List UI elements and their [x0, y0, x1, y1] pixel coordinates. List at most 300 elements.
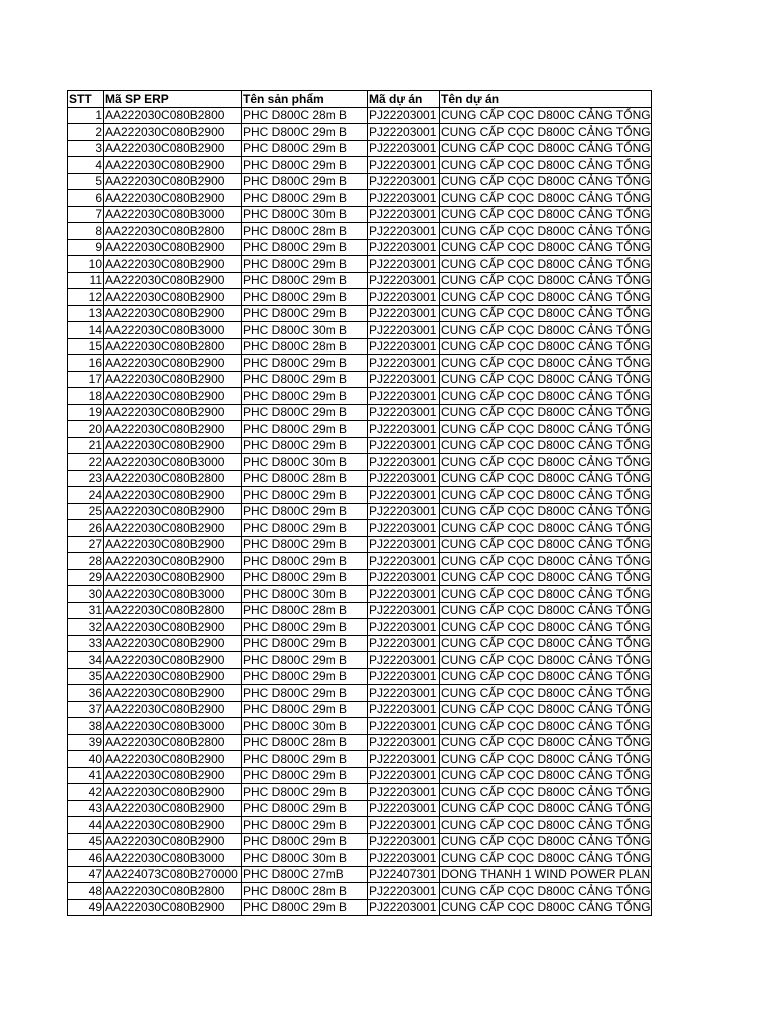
cell-ten-san-pham[interactable]: PHC D800C 29m B: [242, 289, 368, 306]
table-row: [68, 173, 652, 190]
cell-ma-du-an[interactable]: PJ22203001: [368, 206, 440, 223]
table-row: [68, 652, 652, 669]
cell-ten-san-pham[interactable]: PHC D800C 29m B: [242, 256, 368, 273]
cell-ten-san-pham[interactable]: PHC D800C 29m B: [242, 190, 368, 207]
cell-ten-du-an[interactable]: CUNG CẤP CỌC D800C CẢNG TỔNG: [441, 900, 651, 914]
cell-ma-du-an[interactable]: PJ22203001: [368, 652, 440, 669]
cell-ma-sp-erp[interactable]: AA222030C080B2900: [104, 784, 242, 801]
cell-ten-du-an[interactable]: CUNG CẤP CỌC D800C CẢNG TỔNG: [441, 652, 651, 667]
cell-ma-sp-erp[interactable]: AA222030C080B2900: [104, 289, 242, 306]
cell-ten-san-pham[interactable]: PHC D800C 29m B: [242, 487, 368, 504]
cell-ten-du-an[interactable]: CUNG CẤP CỌC D800C CẢNG TỔNG: [441, 405, 651, 419]
cell-ten-du-an[interactable]: CUNG CẤP CỌC D800C CẢNG TỔNG: [441, 471, 651, 485]
cell-ma-sp-erp[interactable]: AA222030C080B2800: [104, 734, 242, 751]
cell-ma-sp-erp[interactable]: AA222030C080B2800: [104, 883, 242, 900]
cell-ma-sp-erp[interactable]: AA222030C080B2900: [104, 157, 242, 174]
table-row: [68, 817, 652, 834]
cell-ma-sp-erp[interactable]: AA222030C080B2900: [104, 520, 242, 537]
cell-ma-du-an[interactable]: PJ22203001: [368, 586, 440, 603]
cell-ma-du-an[interactable]: PJ22203001: [368, 718, 440, 735]
cell-ma-du-an[interactable]: PJ22203001: [368, 503, 440, 520]
cell-ten-du-an[interactable]: CUNG CẤP CỌC D800C CẢNG TỔNG: [441, 322, 651, 337]
table-row: [68, 619, 652, 636]
cell-stt[interactable]: 30: [68, 586, 104, 603]
cell-ma-sp-erp[interactable]: AA222030C080B2900: [104, 140, 242, 157]
cell-stt[interactable]: 38: [68, 718, 104, 735]
table-row: [68, 371, 652, 388]
cell-ma-sp-erp[interactable]: AA222030C080B2900: [104, 899, 242, 916]
cell-ma-du-an[interactable]: PJ22203001: [368, 635, 440, 652]
cell-ma-sp-erp[interactable]: AA222030C080B2900: [104, 173, 242, 190]
cell-ten-du-an[interactable]: CUNG CẤP CỌC D800C CẢNG TỔNG: [441, 702, 651, 716]
cell-ten-du-an[interactable]: CUNG CẤP CỌC D800C CẢNG TỔNG: [441, 570, 651, 584]
cell-ma-sp-erp[interactable]: AA222030C080B3000: [104, 718, 242, 735]
cell-ten-san-pham[interactable]: PHC D800C 28m B: [242, 338, 368, 355]
cell-ten-san-pham[interactable]: PHC D800C 29m B: [242, 817, 368, 834]
cell-ma-sp-erp[interactable]: AA222030C080B2900: [104, 124, 242, 141]
cell-ma-sp-erp[interactable]: AA222030C080B2900: [104, 305, 242, 322]
cell-ten-du-an[interactable]: CUNG CẤP CỌC D800C CẢNG TỔNG: [441, 289, 651, 304]
cell-ma-du-an[interactable]: PJ22203001: [368, 421, 440, 438]
cell-stt[interactable]: 44: [68, 817, 104, 834]
cell-ten-du-an[interactable]: CUNG CẤP CỌC D800C CẢNG TỔNG: [441, 372, 651, 386]
cell-ten-san-pham[interactable]: PHC D800C 27mB: [242, 866, 368, 883]
table-row: [68, 767, 652, 784]
cell-ten-san-pham[interactable]: PHC D800C 29m B: [242, 784, 368, 801]
cell-stt[interactable]: 26: [68, 520, 104, 537]
cell-ten-du-an[interactable]: DONG THANH 1 WIND POWER PLAN: [441, 867, 651, 881]
cell-ten-du-an[interactable]: CUNG CẤP CỌC D800C CẢNG TỔNG: [441, 537, 651, 551]
cell-ten-san-pham[interactable]: PHC D800C 29m B: [242, 668, 368, 685]
cell-ma-du-an[interactable]: PJ22203001: [368, 322, 440, 339]
cell-ten-du-an[interactable]: CUNG CẤP CỌC D800C CẢNG TỔNG: [441, 784, 651, 799]
cell-ten-san-pham[interactable]: PHC D800C 29m B: [242, 652, 368, 669]
cell-ten-du-an[interactable]: CUNG CẤP CỌC D800C CẢNG TỔNG: [441, 190, 651, 205]
cell-stt[interactable]: 18: [68, 388, 104, 405]
cell-ten-du-an[interactable]: CUNG CẤP CỌC D800C CẢNG TỔNG: [441, 256, 651, 271]
cell-ma-du-an[interactable]: PJ22203001: [368, 305, 440, 322]
cell-stt[interactable]: 6: [68, 190, 104, 207]
cell-ma-du-an[interactable]: PJ22203001: [368, 817, 440, 834]
cell-ma-du-an[interactable]: PJ22203001: [368, 800, 440, 817]
cell-ten-du-an[interactable]: CUNG CẤP CỌC D800C CẢNG TỔNG: [441, 273, 651, 287]
cell-ma-sp-erp[interactable]: AA224073C080B270000: [104, 866, 242, 883]
cell-ten-san-pham[interactable]: PHC D800C 29m B: [242, 272, 368, 289]
cell-stt[interactable]: 16: [68, 355, 104, 372]
cell-ma-sp-erp[interactable]: AA222030C080B2900: [104, 668, 242, 685]
cell-ma-du-an[interactable]: PJ22203001: [368, 256, 440, 273]
cell-ma-du-an[interactable]: PJ22203001: [368, 734, 440, 751]
cell-ma-sp-erp[interactable]: AA222030C080B2900: [104, 569, 242, 586]
cell-ten-du-an[interactable]: CUNG CẤP CỌC D800C CẢNG TỔNG: [441, 174, 651, 188]
table-row: [68, 404, 652, 421]
cell-ma-sp-erp[interactable]: AA222030C080B2900: [104, 272, 242, 289]
header-ma-sp-erp[interactable]: Mã SP ERP: [104, 91, 242, 108]
table-row: [68, 437, 652, 454]
cell-ma-du-an[interactable]: PJ22203001: [368, 124, 440, 141]
cell-ten-san-pham[interactable]: PHC D800C 28m B: [242, 107, 368, 124]
cell-ten-san-pham[interactable]: PHC D800C 29m B: [242, 305, 368, 322]
cell-ten-san-pham[interactable]: PHC D800C 29m B: [242, 421, 368, 438]
table-row: [68, 322, 652, 339]
cell-ma-du-an[interactable]: PJ22203001: [368, 272, 440, 289]
cell-ma-du-an[interactable]: PJ22203001: [368, 371, 440, 388]
cell-ten-du-an[interactable]: CUNG CẤP CỌC D800C CẢNG TỔNG: [441, 520, 651, 535]
header-row: [68, 91, 652, 108]
table-row: [68, 487, 652, 504]
cell-ma-du-an[interactable]: PJ22203001: [368, 751, 440, 768]
cell-ma-du-an[interactable]: PJ22203001: [368, 833, 440, 850]
cell-ma-sp-erp[interactable]: AA222030C080B2900: [104, 635, 242, 652]
cell-ma-du-an[interactable]: PJ22203001: [368, 190, 440, 207]
cell-ten-du-an[interactable]: CUNG CẤP CỌC D800C CẢNG TỔNG: [441, 817, 651, 832]
cell-ten-san-pham[interactable]: PHC D800C 29m B: [242, 751, 368, 768]
cell-ma-sp-erp[interactable]: AA222030C080B2900: [104, 388, 242, 405]
cell-stt[interactable]: 33: [68, 635, 104, 652]
cell-ma-du-an[interactable]: PJ22203001: [368, 536, 440, 553]
cell-ten-san-pham[interactable]: PHC D800C 30m B: [242, 454, 368, 471]
cell-ten-du-an[interactable]: CUNG CẤP CỌC D800C CẢNG TỔNG: [441, 355, 651, 370]
table-row: [68, 734, 652, 751]
cell-ten-du-an[interactable]: CUNG CẤP CỌC D800C CẢNG TỔNG: [441, 636, 651, 650]
cell-stt[interactable]: 7: [68, 206, 104, 223]
cell-ten-san-pham[interactable]: PHC D800C 29m B: [242, 371, 368, 388]
cell-ma-sp-erp[interactable]: AA222030C080B2900: [104, 701, 242, 718]
cell-ma-du-an[interactable]: PJ22203001: [368, 223, 440, 240]
cell-stt[interactable]: 49: [68, 899, 104, 916]
cell-ten-san-pham[interactable]: PHC D800C 29m B: [242, 124, 368, 141]
cell-stt[interactable]: 39: [68, 734, 104, 751]
table-row: [68, 784, 652, 801]
cell-stt[interactable]: 40: [68, 751, 104, 768]
cell-ten-san-pham[interactable]: PHC D800C 28m B: [242, 734, 368, 751]
cell-ten-du-an[interactable]: CUNG CẤP CỌC D800C CẢNG TỔNG: [441, 388, 651, 403]
cell-stt[interactable]: 31: [68, 602, 104, 619]
cell-ma-du-an[interactable]: PJ22203001: [368, 338, 440, 355]
table-row: [68, 107, 652, 124]
cell-ten-du-an[interactable]: CUNG CẤP CỌC D800C CẢNG TỔNG: [441, 751, 651, 766]
cell-ten-du-an[interactable]: CUNG CẤP CỌC D800C CẢNG TỔNG: [441, 504, 651, 518]
table-row: [68, 503, 652, 520]
cell-stt[interactable]: 13: [68, 305, 104, 322]
table-row: [68, 289, 652, 306]
cell-ten-du-an[interactable]: CUNG CẤP CỌC D800C CẢNG TỔNG: [441, 603, 651, 617]
cell-ten-du-an[interactable]: CUNG CẤP CỌC D800C CẢNG TỔNG: [441, 438, 651, 452]
table-row: [68, 553, 652, 570]
cell-ten-du-an[interactable]: CUNG CẤP CỌC D800C CẢNG TỔNG: [441, 768, 651, 782]
table-body: [68, 107, 652, 916]
cell-ten-du-an[interactable]: CUNG CẤP CỌC D800C CẢNG TỔNG: [441, 454, 651, 469]
cell-stt[interactable]: 12: [68, 289, 104, 306]
table-row: [68, 751, 652, 768]
cell-stt[interactable]: 28: [68, 553, 104, 570]
cell-stt[interactable]: 37: [68, 701, 104, 718]
cell-ten-san-pham[interactable]: PHC D800C 29m B: [242, 635, 368, 652]
table-row: [68, 338, 652, 355]
cell-ten-du-an[interactable]: CUNG CẤP CỌC D800C CẢNG TỔNG: [441, 141, 651, 155]
table-row: [68, 883, 652, 900]
cell-ma-sp-erp[interactable]: AA222030C080B2900: [104, 751, 242, 768]
cell-ma-sp-erp[interactable]: AA222030C080B3000: [104, 206, 242, 223]
table-row: [68, 833, 652, 850]
cell-ma-du-an[interactable]: PJ22203001: [368, 157, 440, 174]
cell-stt[interactable]: 1: [68, 107, 104, 124]
table-row: [68, 355, 652, 372]
cell-ten-san-pham[interactable]: PHC D800C 29m B: [242, 157, 368, 174]
cell-ma-du-an[interactable]: PJ22203001: [368, 454, 440, 471]
cell-ten-du-an[interactable]: CUNG CẤP CỌC D800C CẢNG TỔNG: [441, 883, 651, 898]
header-ma-du-an[interactable]: Mã dự án: [368, 91, 440, 108]
cell-ten-du-an[interactable]: CUNG CẤP CỌC D800C CẢNG TỔNG: [441, 850, 651, 865]
cell-stt[interactable]: 24: [68, 487, 104, 504]
cell-ma-sp-erp[interactable]: AA222030C080B2800: [104, 223, 242, 240]
cell-ma-du-an[interactable]: PJ22203001: [368, 173, 440, 190]
table-row: [68, 635, 652, 652]
cell-ten-san-pham[interactable]: PHC D800C 30m B: [242, 586, 368, 603]
cell-ten-san-pham[interactable]: PHC D800C 29m B: [242, 767, 368, 784]
cell-ma-du-an[interactable]: PJ22203001: [368, 685, 440, 702]
cell-stt[interactable]: 5: [68, 173, 104, 190]
cell-ma-sp-erp[interactable]: AA222030C080B3000: [104, 322, 242, 339]
cell-ten-san-pham[interactable]: PHC D800C 30m B: [242, 718, 368, 735]
cell-ma-sp-erp[interactable]: AA222030C080B3000: [104, 586, 242, 603]
cell-stt[interactable]: 48: [68, 883, 104, 900]
cell-ma-du-an[interactable]: PJ22203001: [368, 883, 440, 900]
cell-ma-sp-erp[interactable]: AA222030C080B2900: [104, 800, 242, 817]
cell-ten-du-an[interactable]: CUNG CẤP CỌC D800C CẢNG TỔNG: [441, 834, 651, 848]
cell-ma-sp-erp[interactable]: AA222030C080B2900: [104, 239, 242, 256]
cell-ma-du-an[interactable]: PJ22203001: [368, 701, 440, 718]
cell-stt[interactable]: 47: [68, 866, 104, 883]
cell-ma-du-an[interactable]: PJ22203001: [368, 487, 440, 504]
table-row: [68, 569, 652, 586]
cell-stt[interactable]: 11: [68, 272, 104, 289]
cell-ten-san-pham[interactable]: PHC D800C 29m B: [242, 553, 368, 570]
cell-ten-du-an[interactable]: CUNG CẤP CỌC D800C CẢNG TỔNG: [441, 124, 651, 139]
cell-ma-du-an[interactable]: PJ22203001: [368, 520, 440, 537]
cell-ma-du-an[interactable]: PJ22203001: [368, 388, 440, 405]
spreadsheet-table: [67, 90, 652, 916]
cell-stt[interactable]: 42: [68, 784, 104, 801]
cell-stt[interactable]: 15: [68, 338, 104, 355]
table-row: [68, 800, 652, 817]
cell-ten-san-pham[interactable]: PHC D800C 29m B: [242, 437, 368, 454]
cell-ma-sp-erp[interactable]: AA222030C080B2900: [104, 503, 242, 520]
cell-ma-du-an[interactable]: PJ22203001: [368, 784, 440, 801]
cell-ma-sp-erp[interactable]: AA222030C080B2900: [104, 619, 242, 636]
cell-ma-du-an[interactable]: PJ22203001: [368, 239, 440, 256]
cell-ten-san-pham[interactable]: PHC D800C 29m B: [242, 355, 368, 372]
cell-ma-du-an[interactable]: PJ22203001: [368, 289, 440, 306]
cell-ten-du-an[interactable]: CUNG CẤP CỌC D800C CẢNG TỔNG: [441, 669, 651, 683]
table-row: [68, 668, 652, 685]
cell-ten-san-pham[interactable]: PHC D800C 29m B: [242, 619, 368, 636]
cell-ma-du-an[interactable]: PJ22203001: [368, 569, 440, 586]
table-row: [68, 536, 652, 553]
table-row: [68, 206, 652, 223]
cell-ma-sp-erp[interactable]: AA222030C080B2900: [104, 421, 242, 438]
cell-ma-sp-erp[interactable]: AA222030C080B2900: [104, 817, 242, 834]
cell-stt[interactable]: 45: [68, 833, 104, 850]
table-row: [68, 685, 652, 702]
table-row: [68, 272, 652, 289]
cell-ten-san-pham[interactable]: PHC D800C 28m B: [242, 223, 368, 240]
cell-ma-du-an[interactable]: PJ22203001: [368, 553, 440, 570]
cell-ma-sp-erp[interactable]: AA222030C080B2900: [104, 553, 242, 570]
cell-ma-du-an[interactable]: PJ22203001: [368, 404, 440, 421]
cell-ma-du-an[interactable]: PJ22407301: [368, 866, 440, 883]
table-row: [68, 124, 652, 141]
cell-ten-san-pham[interactable]: PHC D800C 29m B: [242, 569, 368, 586]
cell-stt[interactable]: 20: [68, 421, 104, 438]
table-row: [68, 305, 652, 322]
cell-stt[interactable]: 3: [68, 140, 104, 157]
cell-ten-du-an[interactable]: CUNG CẤP CỌC D800C CẢNG TỔNG: [441, 801, 651, 815]
cell-ma-sp-erp[interactable]: AA222030C080B2900: [104, 256, 242, 273]
table-row: [68, 586, 652, 603]
cell-ma-sp-erp[interactable]: AA222030C080B2800: [104, 602, 242, 619]
cell-ten-san-pham[interactable]: PHC D800C 29m B: [242, 685, 368, 702]
cell-ma-sp-erp[interactable]: AA222030C080B2900: [104, 404, 242, 421]
table-row: [68, 223, 652, 240]
cell-ma-sp-erp[interactable]: AA222030C080B2800: [104, 107, 242, 124]
cell-ten-san-pham[interactable]: PHC D800C 29m B: [242, 503, 368, 520]
cell-ten-san-pham[interactable]: PHC D800C 29m B: [242, 388, 368, 405]
cell-stt[interactable]: 43: [68, 800, 104, 817]
cell-ten-san-pham[interactable]: PHC D800C 28m B: [242, 602, 368, 619]
cell-ma-du-an[interactable]: PJ22203001: [368, 602, 440, 619]
cell-stt[interactable]: 21: [68, 437, 104, 454]
cell-stt[interactable]: 17: [68, 371, 104, 388]
table-row: [68, 602, 652, 619]
cell-stt[interactable]: 29: [68, 569, 104, 586]
cell-ten-du-an[interactable]: CUNG CẤP CỌC D800C CẢNG TỔNG: [441, 223, 651, 238]
cell-ma-du-an[interactable]: PJ22203001: [368, 140, 440, 157]
cell-ten-du-an[interactable]: CUNG CẤP CỌC D800C CẢNG TỔNG: [441, 207, 651, 221]
header-ten-du-an[interactable]: Tên dự án: [440, 91, 652, 108]
cell-ma-sp-erp[interactable]: AA222030C080B2900: [104, 652, 242, 669]
header-ten-san-pham[interactable]: Tên sản phẩm: [242, 91, 368, 108]
cell-ma-sp-erp[interactable]: AA222030C080B2900: [104, 685, 242, 702]
cell-ma-sp-erp[interactable]: AA222030C080B2900: [104, 437, 242, 454]
cell-ten-du-an[interactable]: CUNG CẤP CỌC D800C CẢNG TỔNG: [441, 108, 651, 122]
cell-ma-du-an[interactable]: PJ22203001: [368, 355, 440, 372]
cell-ten-du-an[interactable]: CUNG CẤP CỌC D800C CẢNG TỔNG: [441, 421, 651, 436]
cell-ma-sp-erp[interactable]: AA222030C080B2900: [104, 487, 242, 504]
cell-ten-du-an[interactable]: CUNG CẤP CỌC D800C CẢNG TỔNG: [441, 339, 651, 353]
cell-stt[interactable]: 10: [68, 256, 104, 273]
header-stt[interactable]: STT: [68, 91, 104, 108]
cell-ma-du-an[interactable]: PJ22203001: [368, 899, 440, 916]
cell-ma-du-an[interactable]: PJ22203001: [368, 619, 440, 636]
cell-ten-san-pham[interactable]: PHC D800C 30m B: [242, 850, 368, 867]
cell-ma-du-an[interactable]: PJ22203001: [368, 437, 440, 454]
table-row: [68, 454, 652, 471]
cell-ten-du-an[interactable]: CUNG CẤP CỌC D800C CẢNG TỔNG: [441, 306, 651, 320]
cell-ten-san-pham[interactable]: PHC D800C 29m B: [242, 800, 368, 817]
cell-ten-du-an[interactable]: CUNG CẤP CỌC D800C CẢNG TỔNG: [441, 619, 651, 634]
cell-ma-du-an[interactable]: PJ22203001: [368, 850, 440, 867]
cell-ten-san-pham[interactable]: PHC D800C 29m B: [242, 404, 368, 421]
cell-ma-sp-erp[interactable]: AA222030C080B2900: [104, 190, 242, 207]
cell-ma-sp-erp[interactable]: AA222030C080B2900: [104, 536, 242, 553]
cell-ten-san-pham[interactable]: PHC D800C 28m B: [242, 883, 368, 900]
cell-ten-du-an[interactable]: CUNG CẤP CỌC D800C CẢNG TỔNG: [441, 685, 651, 700]
cell-ma-sp-erp[interactable]: AA222030C080B2800: [104, 470, 242, 487]
cell-stt[interactable]: 2: [68, 124, 104, 141]
cell-ma-du-an[interactable]: PJ22203001: [368, 107, 440, 124]
cell-ma-du-an[interactable]: PJ22203001: [368, 470, 440, 487]
cell-stt[interactable]: 14: [68, 322, 104, 339]
cell-ma-sp-erp[interactable]: AA222030C080B3000: [104, 850, 242, 867]
cell-ten-san-pham[interactable]: PHC D800C 29m B: [242, 520, 368, 537]
cell-ma-du-an[interactable]: PJ22203001: [368, 767, 440, 784]
cell-stt[interactable]: 41: [68, 767, 104, 784]
table-row: [68, 850, 652, 867]
cell-ten-san-pham[interactable]: PHC D800C 30m B: [242, 206, 368, 223]
cell-ten-du-an[interactable]: CUNG CẤP CỌC D800C CẢNG TỔNG: [441, 240, 651, 254]
cell-stt[interactable]: 19: [68, 404, 104, 421]
cell-stt[interactable]: 35: [68, 668, 104, 685]
cell-stt[interactable]: 46: [68, 850, 104, 867]
cell-stt[interactable]: 8: [68, 223, 104, 240]
cell-ten-du-an[interactable]: CUNG CẤP CỌC D800C CẢNG TỔNG: [441, 718, 651, 733]
cell-ma-sp-erp[interactable]: AA222030C080B2900: [104, 355, 242, 372]
table-row: [68, 190, 652, 207]
cell-stt[interactable]: 36: [68, 685, 104, 702]
table-row: [68, 239, 652, 256]
cell-ten-du-an[interactable]: CUNG CẤP CỌC D800C CẢNG TỔNG: [441, 553, 651, 568]
cell-ma-du-an[interactable]: PJ22203001: [368, 668, 440, 685]
cell-stt[interactable]: 27: [68, 536, 104, 553]
cell-ma-sp-erp[interactable]: AA222030C080B2900: [104, 767, 242, 784]
cell-ten-du-an[interactable]: CUNG CẤP CỌC D800C CẢNG TỔNG: [441, 735, 651, 749]
cell-stt[interactable]: 9: [68, 239, 104, 256]
cell-stt[interactable]: 34: [68, 652, 104, 669]
cell-ten-san-pham[interactable]: PHC D800C 28m B: [242, 470, 368, 487]
cell-stt[interactable]: 22: [68, 454, 104, 471]
cell-ten-du-an[interactable]: CUNG CẤP CỌC D800C CẢNG TỔNG: [441, 157, 651, 172]
cell-ma-sp-erp[interactable]: AA222030C080B2800: [104, 338, 242, 355]
cell-ma-sp-erp[interactable]: AA222030C080B2900: [104, 371, 242, 388]
cell-ma-sp-erp[interactable]: AA222030C080B3000: [104, 454, 242, 471]
cell-ten-san-pham[interactable]: PHC D800C 30m B: [242, 322, 368, 339]
cell-ten-san-pham[interactable]: PHC D800C 29m B: [242, 701, 368, 718]
cell-stt[interactable]: 32: [68, 619, 104, 636]
table-row: [68, 421, 652, 438]
cell-ten-san-pham[interactable]: PHC D800C 29m B: [242, 899, 368, 916]
table-row: [68, 866, 652, 883]
table-row: [68, 899, 652, 916]
cell-stt[interactable]: 25: [68, 503, 104, 520]
cell-ten-san-pham[interactable]: PHC D800C 29m B: [242, 536, 368, 553]
cell-stt[interactable]: 23: [68, 470, 104, 487]
cell-stt[interactable]: 4: [68, 157, 104, 174]
table-header: [68, 91, 652, 108]
table-row: [68, 701, 652, 718]
table-row: [68, 388, 652, 405]
cell-ten-du-an[interactable]: CUNG CẤP CỌC D800C CẢNG TỔNG: [441, 586, 651, 601]
cell-ten-san-pham[interactable]: PHC D800C 29m B: [242, 140, 368, 157]
cell-ten-du-an[interactable]: CUNG CẤP CỌC D800C CẢNG TỔNG: [441, 487, 651, 502]
cell-ma-sp-erp[interactable]: AA222030C080B2900: [104, 833, 242, 850]
table-row: [68, 140, 652, 157]
table-row: [68, 520, 652, 537]
cell-ten-san-pham[interactable]: PHC D800C 29m B: [242, 239, 368, 256]
table-row: [68, 470, 652, 487]
cell-ten-san-pham[interactable]: PHC D800C 29m B: [242, 173, 368, 190]
cell-ten-san-pham[interactable]: PHC D800C 29m B: [242, 833, 368, 850]
